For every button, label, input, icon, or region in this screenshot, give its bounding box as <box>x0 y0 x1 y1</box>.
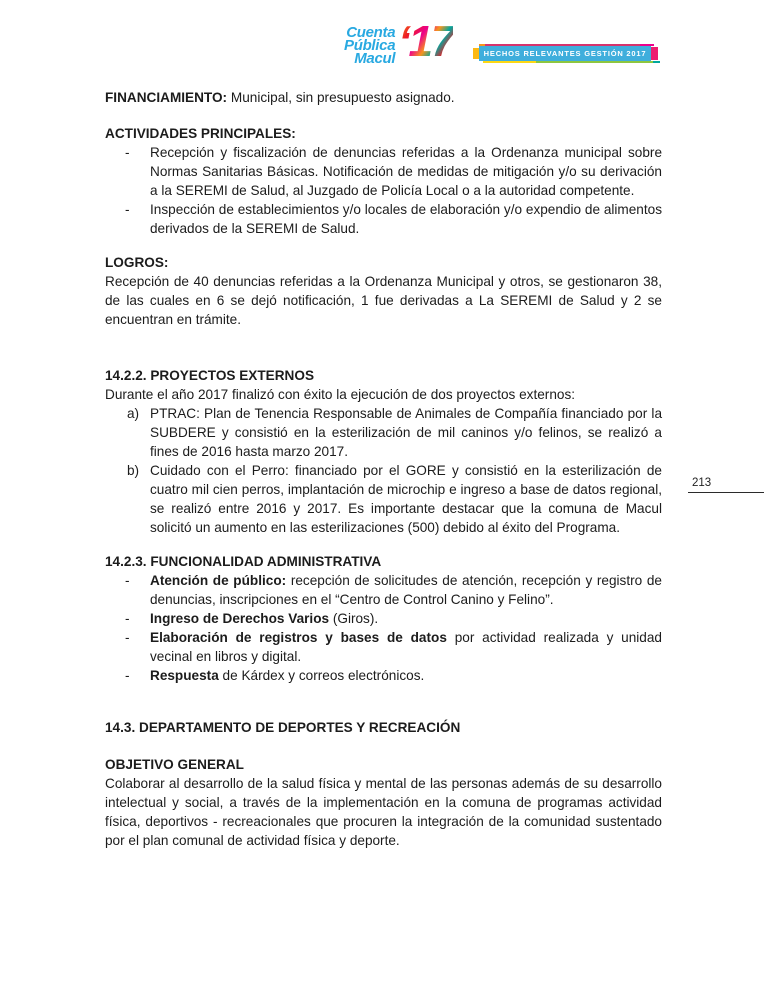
logo-word-cuenta: Cuenta <box>346 24 396 41</box>
proyectos-intro: Durante el año 2017 finalizó con éxito la ejecución de dos proyectos externos: <box>105 387 576 402</box>
banner-text: HECHOS RELEVANTES GESTIÓN 2017 <box>483 49 647 58</box>
actividades-item-1: Recepción y fiscalización de denuncias referidas a la Ordenanza municipal sobre Normas Sanitarias Básicas. Notificación de medidas de mitigación y/o su derivación a la SEREMI de Salud, al Juzgado de Policía Local o a la autoridad competente. <box>150 145 662 198</box>
proyecto-ptrac-text: PTRAC: Plan de Tenencia Responsable de Animales de Compañía financiado por la SUBDERE y consistió en la esterilización de mil caninos y/o felinos, se realizó a fines de 2016 hasta marzo 2017. <box>150 406 662 459</box>
objetivo-general-paragraph: Colaborar al desarrollo de la salud física y mental de las personas además de su desarrollo intelectual y social, a través de la implementación en la comuna de programas actividad física, deportivos - recreacionales que procuren la integración de la comunidad sustentado por el plan comunal de actividad física y deporte. <box>105 776 662 848</box>
dash-marker: - <box>125 145 130 160</box>
funcionalidad-item-4-bold: Respuesta <box>150 668 219 683</box>
logo-word-publica: Pública <box>344 37 396 54</box>
dash-marker: - <box>125 611 130 626</box>
page-number-rule <box>688 492 764 493</box>
list-item <box>105 571 662 609</box>
page-number-block <box>688 477 764 493</box>
funcionalidad-item-4-rest: de Kárdex y correos electrónicos. <box>218 668 425 683</box>
dash-marker: - <box>125 630 130 645</box>
financiamiento-text: Municipal, sin presupuesto asignado. <box>227 90 455 105</box>
list-item <box>105 143 662 200</box>
proyecto-perro-text: Cuidado con el Perro: financiado por el GORE y consistió en la esterilización de cuatro mil cien perros, implantación de microchip e ingreso a base de datos regional, se realizó entre 2016 y 2017. Es importante destacar que la comuna de Macul solicitó un aumento en las esterilizaciones (500) debido al éxito del Programa. <box>150 463 662 535</box>
list-item <box>105 628 662 666</box>
alpha-marker-b: b) <box>127 463 140 478</box>
objetivo-general-heading: OBJETIVO GENERAL <box>105 757 244 772</box>
list-item <box>105 461 662 537</box>
dash-marker: - <box>125 668 130 683</box>
list-item <box>105 609 662 628</box>
list-item <box>105 404 662 461</box>
dash-marker: - <box>125 202 130 217</box>
document-content <box>105 0 662 850</box>
alpha-marker-a: a) <box>127 406 140 421</box>
funcionalidad-item-1-bold: Atención de público: <box>150 573 287 588</box>
logros-paragraph: Recepción de 40 denuncias referidas a la Ordenanza Municipal y otros, se gestionaron 38, de las cuales en 6 se dejó notificación, 1 fue derivadas a La SEREMI de Salud y 2 se encuentran en trámite. <box>105 274 662 327</box>
actividades-heading: ACTIVIDADES PRINCIPALES: <box>105 126 296 141</box>
funcionalidad-item-2-rest: (Giros). <box>329 611 379 626</box>
financiamiento-paragraph <box>105 88 662 107</box>
funcionalidad-list <box>105 571 662 685</box>
logo-year-17: ‘17 <box>398 17 454 66</box>
page-number: 213 <box>692 477 712 489</box>
deportes-heading: 14.3. DEPARTAMENTO DE DEPORTES Y RECREACIÓN <box>105 720 461 735</box>
actividades-list <box>105 143 662 238</box>
funcionalidad-item-1-rest: recepción de solicitudes de atención, recepción y registro de denuncias, inscripciones en el “Centro de Control Canino y Felino”. <box>150 573 662 607</box>
logo-word-macul: Macul <box>354 50 396 67</box>
proyectos-externos-heading: 14.2.2. PROYECTOS EXTERNOS <box>105 368 315 383</box>
logros-heading: LOGROS: <box>105 255 169 270</box>
funcionalidad-heading: 14.2.3. FUNCIONALIDAD ADMINISTRATIVA <box>105 554 382 569</box>
list-item <box>105 200 662 238</box>
proyectos-list <box>105 404 662 537</box>
funcionalidad-item-3-bold: Elaboración de registros y bases de datos <box>150 630 447 645</box>
financiamiento-label: FINANCIAMIENTO: <box>105 90 228 105</box>
funcionalidad-item-2-bold: Ingreso de Derechos Varios <box>150 611 330 626</box>
actividades-item-2: Inspección de establecimientos y/o locales de elaboración y/o expendio de alimentos derivados de la SEREMI de Salud. <box>150 202 662 236</box>
dash-marker: - <box>125 573 130 588</box>
funcionalidad-item-3-rest: por actividad realizada y unidad vecinal en libros y digital. <box>150 630 662 664</box>
list-item <box>105 666 662 685</box>
